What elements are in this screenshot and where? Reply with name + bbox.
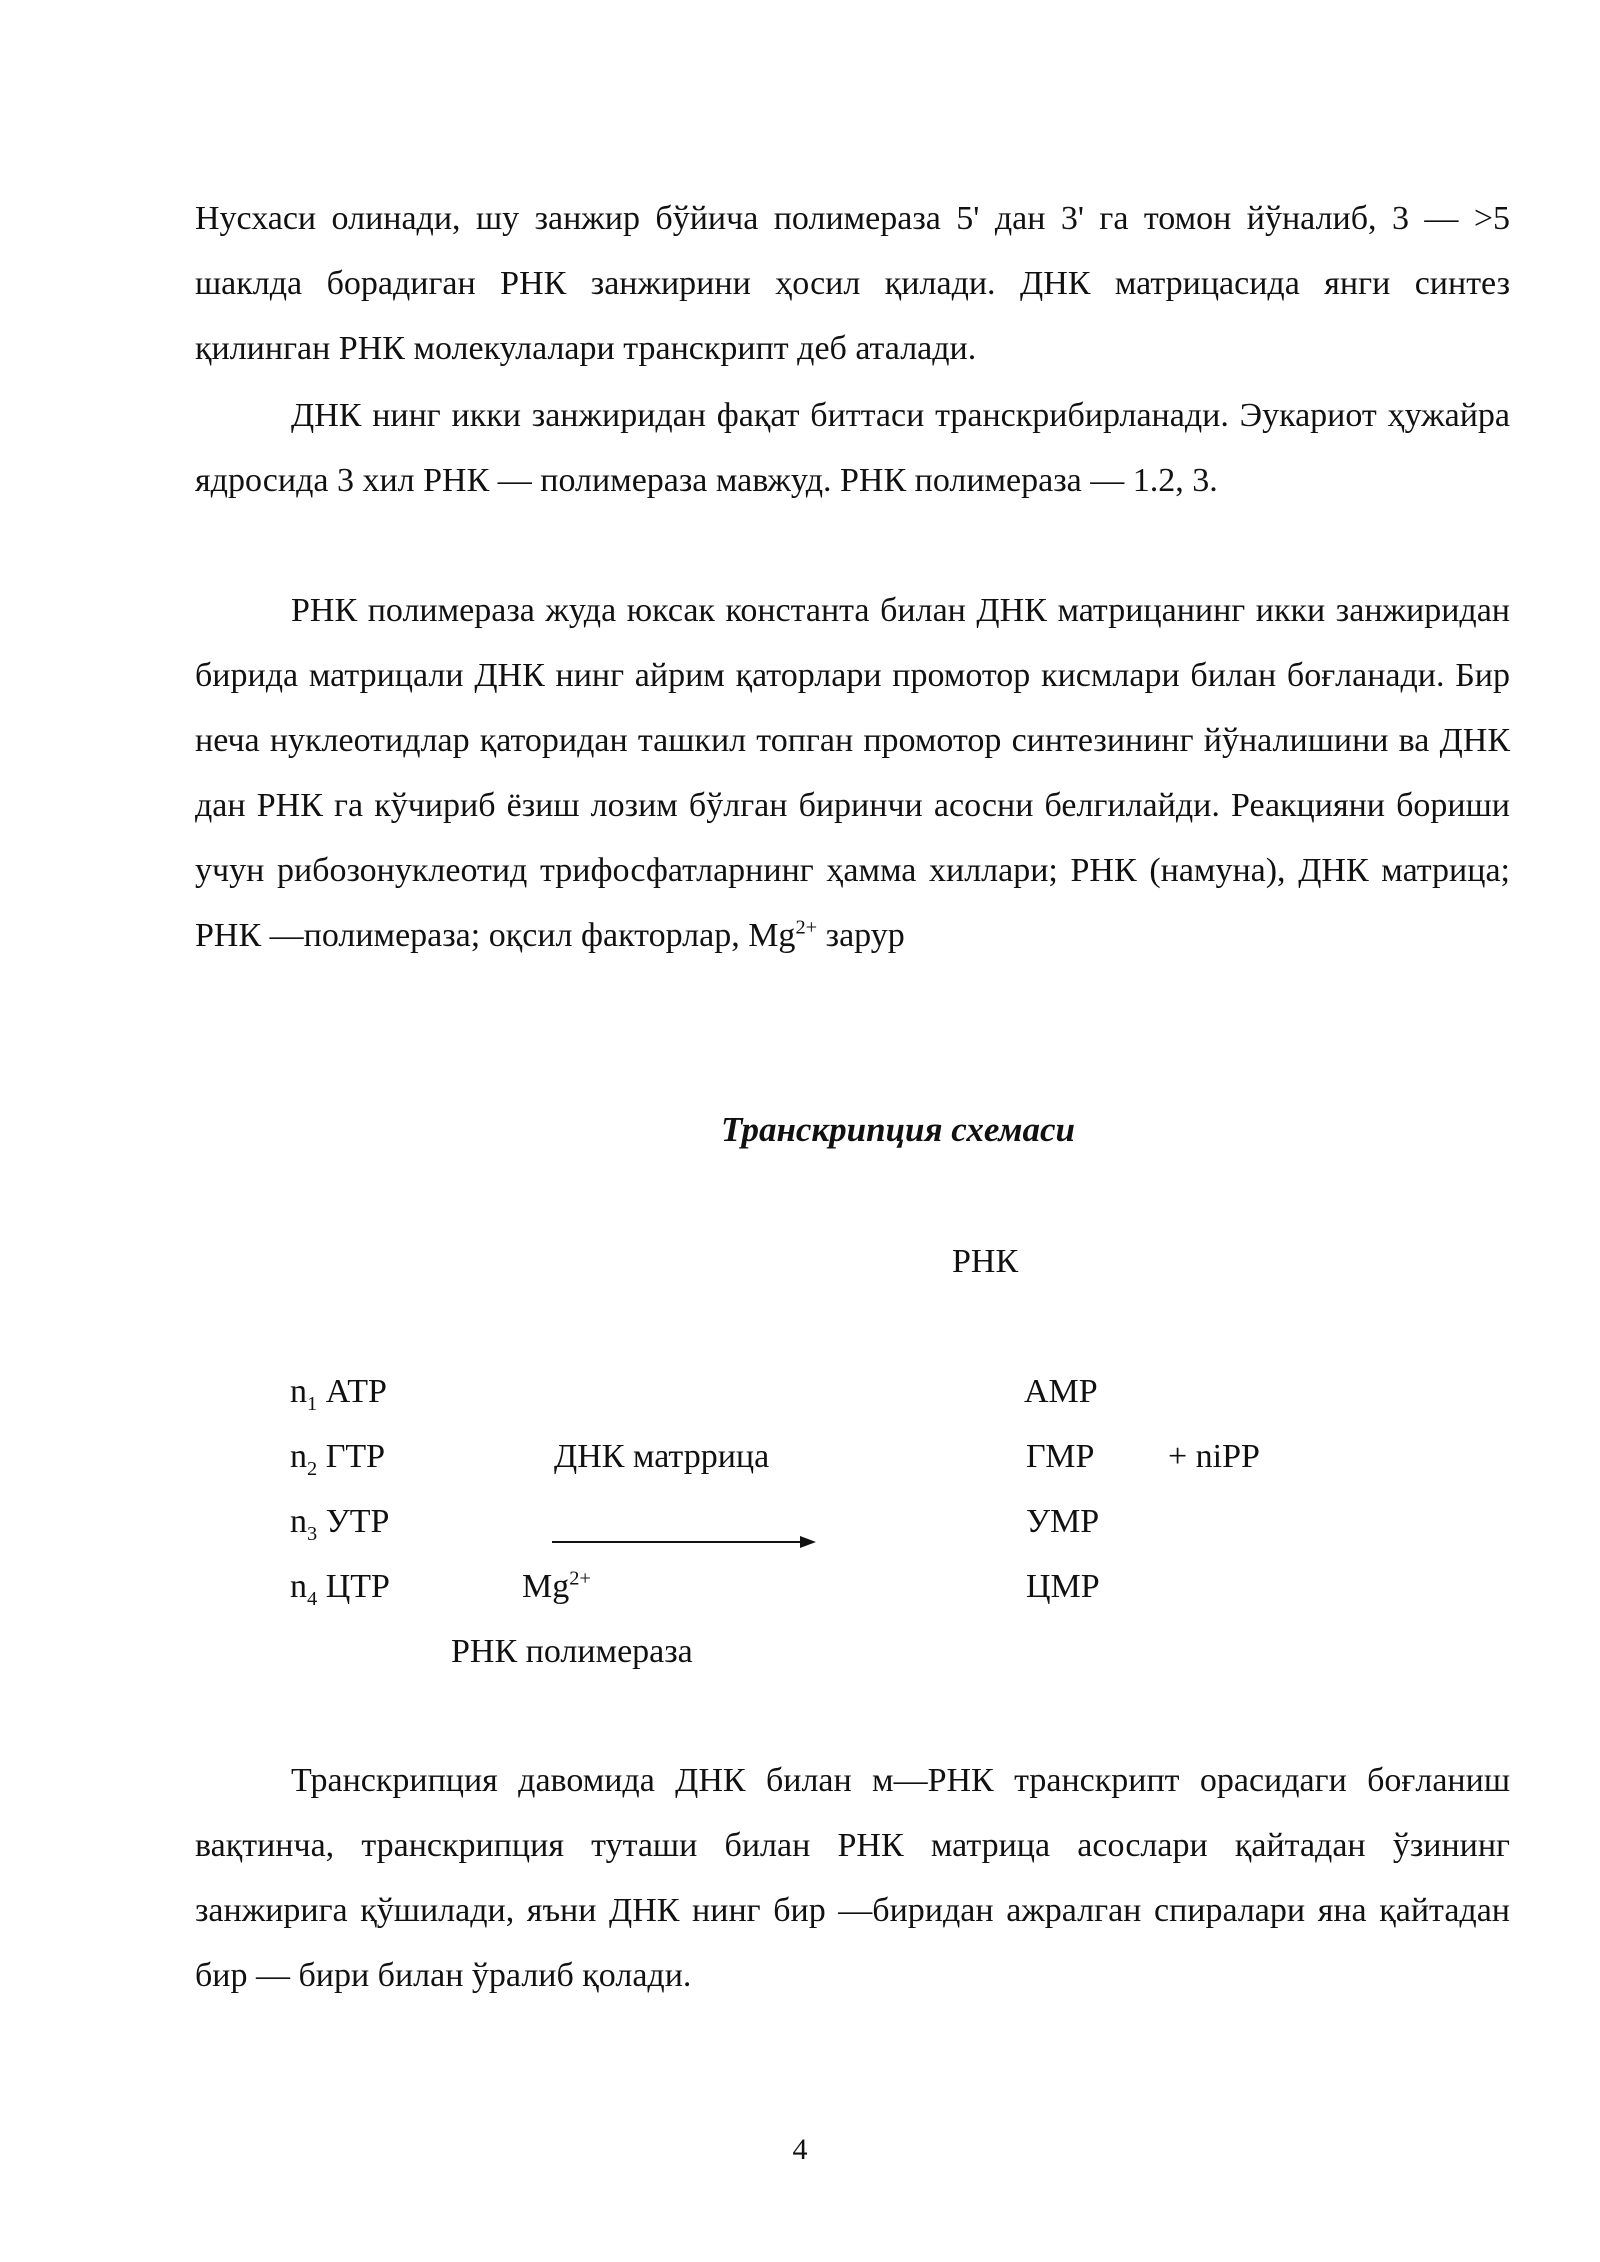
reaction-arrow — [552, 1534, 816, 1550]
product-1: АМР — [1024, 1373, 1098, 1410]
reactant-3 — [290, 1497, 389, 1547]
reactant-2 — [290, 1432, 385, 1482]
product-4: ЦМР — [1026, 1568, 1100, 1605]
paragraph-4: Транскрипция давомида ДНК билан м—РНК транскрипт орасидаги боғланиш вақтинча, транскрипция туташи билан РНК матрица асослари қайтадан ўзининг занжирига қўшилади, яъни ДНК нинг бир —биридан ажралган спиралари яна қайтадан бир — бири билан ўралиб қолади. — [195, 1762, 1510, 1994]
reactant-2-coefficient: n — [290, 1438, 307, 1475]
scheme-product-label: РНК — [952, 1243, 1019, 1280]
paragraph-2: ДНК нинг икки занжиридан фақат биттаси транскрибирланади. Эукариот ҳужайра ядросида 3 хил РНК — полимераза мавжуд. РНК полимераза — 1.2, 3. — [195, 397, 1510, 499]
reactant-4 — [290, 1562, 390, 1612]
reactant-4-name: ЦТР — [317, 1568, 390, 1605]
paragraph-3-end: зарур — [817, 917, 905, 954]
reactant-1-subscript: 1 — [307, 1392, 318, 1415]
reactant-3-coefficient: n — [290, 1503, 307, 1540]
cofactor-charge: 2+ — [569, 1567, 591, 1590]
reactant-3-name: УТР — [317, 1503, 390, 1540]
product-2: ГМР — [1026, 1438, 1095, 1475]
reactant-1 — [290, 1367, 387, 1417]
reactant-3-subscript: 3 — [307, 1522, 318, 1545]
paragraph-3 — [195, 578, 1510, 968]
reactant-2-subscript: 2 — [307, 1457, 318, 1480]
cofactor-label — [522, 1562, 591, 1612]
reactant-4-coefficient: n — [290, 1568, 307, 1605]
scheme-title: Транскрипция схемаси — [720, 1110, 1076, 1149]
reactant-1-name: АТР — [317, 1373, 387, 1410]
paragraph-3-superscript: 2+ — [795, 916, 818, 939]
paragraph-1: Нусхаси олинади, шу занжир бўйича полимераза 5' дан 3' га томон йўналиб, 3 — >5 шаклда борадиган РНК занжирини ҳосил қилади. ДНК матрицасида янги синтез қилинган РНК молекулалари транскрипт деб аталади. — [195, 200, 1510, 367]
byproduct-label: + niPP — [1168, 1438, 1260, 1475]
template-label: ДНК матррица — [554, 1438, 770, 1475]
product-3: УМР — [1026, 1503, 1100, 1540]
reactant-2-name: ГТР — [317, 1438, 386, 1475]
enzyme-label: РНК полимераза — [451, 1633, 693, 1670]
page-number: 4 — [792, 2133, 808, 2166]
paragraph-3-text: РНК полимераза жуда юксак константа билан ДНК матрицанинг икки занжиридан бирида матрицали ДНК нинг айрим қаторлари промотор кисмлари билан боғланади. Бир неча нуклеотидлар қаторидан ташкил топган промотор синтезининг йўналишини ва ДНК дан РНК га кўчириб ёзиш лозим бўлган биринчи асосни белгилайди. Реакцияни бориши учун рибозонуклеотид трифосфатларнинг ҳамма хиллари; РНК (намуна), ДНК матрица; РНК —полимераза; оқсил факторлар, Mg — [195, 592, 1510, 954]
cofactor-symbol: Mg — [522, 1568, 570, 1605]
reactant-1-coefficient: n — [290, 1373, 307, 1410]
reactant-4-subscript: 4 — [307, 1587, 318, 1610]
